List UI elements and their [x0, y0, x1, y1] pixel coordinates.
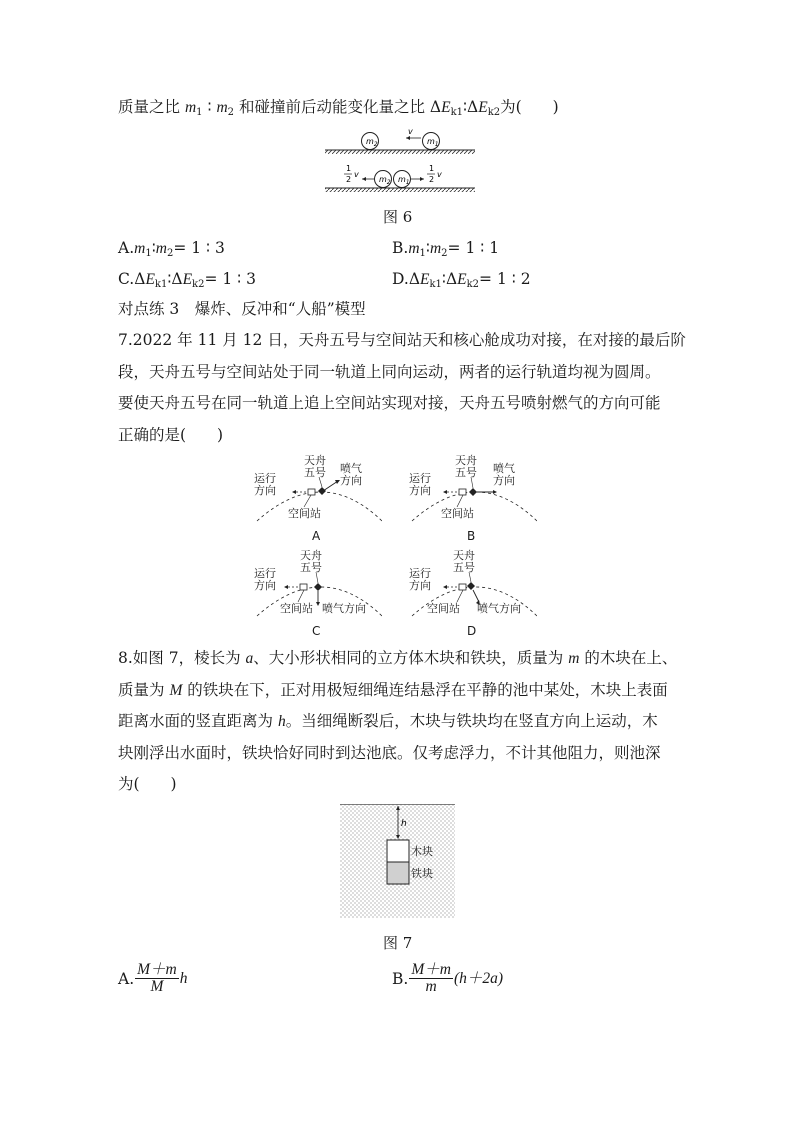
var-m2: m	[216, 99, 228, 116]
var-a: a	[245, 650, 254, 667]
option-d[interactable]: $D.\Delta E_{k1}∶\Delta E_{k2}= 1$ ∶ 2	[392, 270, 531, 290]
station-box	[308, 489, 315, 495]
q7-line-4: 正确的是( )	[118, 426, 224, 444]
q6-stem-text: 和碰撞前后动能变化量之比 Δ	[238, 98, 442, 116]
q7-line-2: 段，天舟五号与空间站处于同一轨道上同向运动，两者的运行轨道均视为圆周。	[118, 363, 661, 381]
option-letter: A.	[118, 969, 135, 988]
wood-label: 木块	[411, 845, 433, 858]
run-direction-label: 运行 方向	[254, 567, 276, 592]
denominator: M	[150, 978, 164, 995]
figure-7-pool-diagram	[340, 804, 455, 918]
var-e: E	[478, 99, 488, 116]
station-label: 空间站	[441, 507, 474, 520]
run-direction-label: 运行 方向	[409, 472, 431, 497]
section-heading: 对点练 3 爆炸、反冲和“人船”模型	[118, 300, 366, 318]
figure-7-caption: 图 7	[383, 934, 413, 952]
svg-text:1: 1	[429, 164, 435, 173]
option-letter: B.	[392, 239, 409, 257]
ship-label: 天舟 五号	[453, 549, 475, 574]
station-label: 空间站	[288, 507, 321, 520]
panel-letter: A	[312, 529, 321, 543]
ship-label: 天舟 五号	[304, 454, 326, 479]
panel-letter: D	[467, 624, 477, 638]
sub: 2	[227, 107, 235, 118]
fraction	[409, 962, 453, 995]
station-label: 空间站	[427, 602, 460, 615]
v-label: v	[408, 127, 413, 136]
ball-m2-label: $m_2$	[366, 137, 378, 148]
q8-line-3	[118, 711, 658, 732]
q6-stem	[118, 97, 559, 123]
panel-letter: C	[312, 624, 321, 638]
svg-text:m1: $m_1$	[398, 175, 410, 186]
iron-label: 铁块	[411, 867, 433, 880]
gas-direction-label: 喷气 方向	[340, 462, 362, 487]
svg-text:m2: $m_2$	[379, 175, 391, 186]
gas-direction-label: 喷气方向	[477, 602, 521, 615]
station-label: 空间站	[280, 602, 313, 615]
q8-line-1	[118, 648, 677, 669]
svg-text:v: v	[354, 170, 359, 179]
var-m1: m	[184, 99, 197, 116]
panel-letter: B	[467, 529, 476, 543]
sub: k1	[450, 107, 463, 118]
q7-panel-d[interactable]	[407, 550, 537, 640]
q8-text: 、大小形状相同的立方体木块和铁块，质量为	[253, 649, 569, 667]
q8-line-5: 为( )	[118, 775, 177, 793]
numerator: M＋m	[137, 961, 177, 978]
denominator: m	[425, 978, 437, 995]
option-text: = 1 ∶ 1	[447, 239, 500, 257]
gas-direction-label: 喷气方向	[322, 602, 366, 615]
svg-text:1: 1	[346, 164, 352, 173]
q7-panel-b[interactable]	[407, 455, 537, 545]
sub: 1	[196, 107, 203, 118]
option-text: = 1 ∶ 3	[204, 270, 256, 288]
wood-block	[387, 840, 409, 862]
option-tail: h	[179, 969, 188, 987]
q8-text: 。当细绳断裂后，木块与铁块均在竖直方向上运动，木	[285, 712, 658, 730]
q8-option-a[interactable]	[118, 962, 187, 995]
q7-line-3: 要使天舟五号在同一轨道上追上空间站实现对接，天舟五号喷射燃气的方向可能	[118, 394, 661, 412]
ship-diamond	[318, 487, 326, 495]
run-direction-label: 运行 方向	[409, 567, 431, 592]
ship-label: 天舟 五号	[455, 454, 477, 479]
run-direction-label: 运行 方向	[254, 472, 276, 497]
option-letter: A.	[118, 239, 135, 257]
numerator: M＋m	[411, 961, 451, 978]
option-letter: B.	[392, 969, 409, 988]
q8-line-2	[118, 680, 668, 701]
gas-arrow	[323, 481, 338, 491]
option-letter: D.	[392, 270, 409, 288]
figure-6-collision-diagram	[320, 122, 480, 200]
q8-text: 距离水面的竖直距离为	[118, 712, 278, 730]
var-m: m	[568, 650, 580, 667]
option-a[interactable]: $A.m_1∶m_2= 1$ ∶ 3	[118, 239, 225, 259]
option-b[interactable]: $B.m_1∶m_2= 1$ ∶ 1	[392, 239, 500, 259]
var-h: h	[277, 713, 286, 730]
option-text: = 1 ∶ 2	[479, 270, 531, 288]
sub: k2	[487, 107, 501, 118]
delta: ∶Δ	[462, 98, 479, 116]
q7-line-1: 7.2022 年 11 月 12 日，天舟五号与空间站天和核心舱成功对接，在对接的最后阶	[118, 331, 686, 349]
q7-panel-a[interactable]	[252, 455, 382, 545]
fraction	[135, 962, 179, 995]
h-label: h	[401, 819, 407, 829]
q6-stem-text: 质量之比	[118, 98, 181, 116]
gas-direction-label: 喷气 方向	[493, 462, 515, 487]
q6-stem-tail: 为( )	[500, 98, 559, 116]
q8-text: 的铁块在下，正对用极短细绳连结悬浮在平静的池中某处，木块上表面	[182, 681, 668, 699]
var-M: M	[169, 682, 183, 699]
option-c[interactable]: $C.\Delta E_{k1}∶\Delta E_{k2}= 1$ ∶ 3	[118, 270, 256, 290]
figure-6-caption: 图 6	[383, 208, 413, 226]
q8-text: 质量为	[118, 681, 170, 699]
option-text: = 1 ∶ 3	[173, 239, 225, 257]
q8-line-4: 块刚浮出水面时，铁块恰好同时到达池底。仅考虑浮力，不计其他阻力，则池深	[118, 744, 661, 762]
q7-panel-c[interactable]	[252, 550, 382, 640]
ship-label: 天舟 五号	[300, 549, 322, 574]
option-tail: (h＋2a)	[453, 969, 504, 987]
iron-block	[387, 862, 409, 884]
svg-text:2: 2	[429, 175, 435, 184]
q8-text: 8.如图 7，棱长为	[118, 649, 246, 667]
colon: ∶	[207, 98, 212, 116]
var-e: E	[441, 99, 451, 116]
q8-text: 的木块在上、	[579, 649, 678, 667]
svg-text:2: 2	[346, 175, 352, 184]
q8-option-b[interactable]	[392, 962, 503, 995]
svg-text:v: v	[437, 170, 442, 179]
option-letter: C.	[118, 270, 135, 288]
svg-text:m1: $m_1$	[427, 137, 439, 148]
